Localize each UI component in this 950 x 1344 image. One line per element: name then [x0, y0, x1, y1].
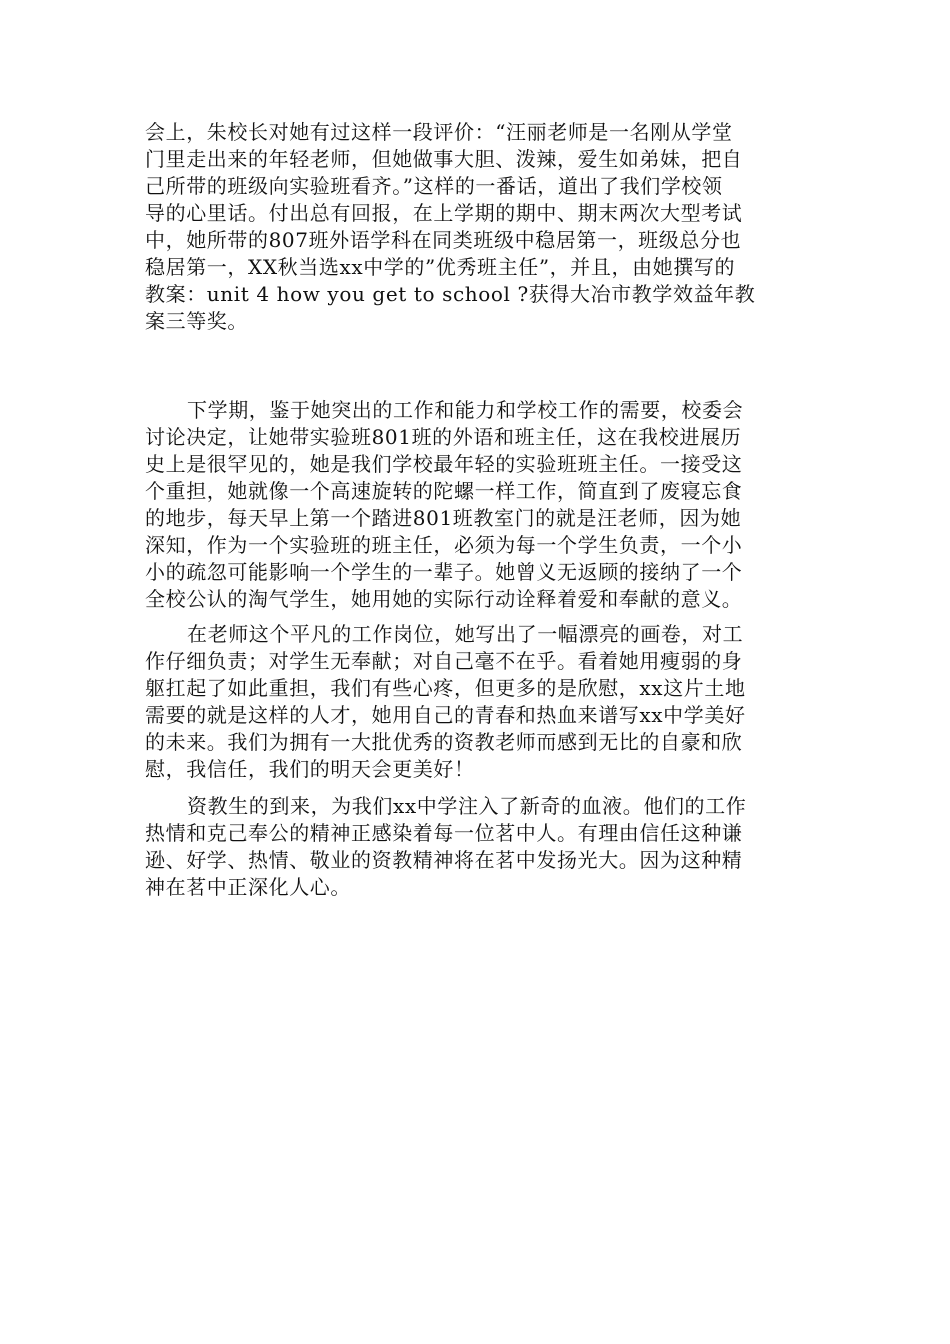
paragraph-principal-evaluation — [145, 119, 808, 335]
text-line: 下学期，鉴于她突出的工作和能力和学校工作的需要，校委会 — [187, 398, 744, 422]
text-line: 案三等奖。 — [145, 309, 248, 333]
text-line: 神在茗中正深化人心。 — [145, 875, 351, 899]
text-line: 稳居第一，XX秋当选xx中学的”优秀班主任”，并且，由她撰写的 — [145, 255, 736, 279]
paragraph-support-teachers — [145, 793, 808, 901]
paragraph-second-semester — [145, 397, 808, 613]
text-line: 躯扛起了如此重担，我们有些心疼，但更多的是欣慰，xx这片土地 — [145, 676, 746, 700]
text-line: 导的心里话。付出总有回报，在上学期的期中、期末两次大型考试 — [145, 201, 743, 225]
text-line: 会上，朱校长对她有过这样一段评价：“汪丽老师是一名刚从学堂 — [145, 120, 733, 144]
text-line: 的地步，每天早上第一个踏进801班教室门的就是汪老师，因为她 — [145, 506, 742, 530]
text-line: 慰，我信任，我们的明天会更美好！ — [145, 757, 475, 781]
text-line: 深知，作为一个实验班的班主任，必须为每一个学生负责，一个小 — [145, 533, 743, 557]
text-line: 讨论决定，让她带实验班801班的外语和班主任，这在我校进展历 — [145, 425, 742, 449]
text-line: 热情和克己奉公的精神正感染着每一位茗中人。有理由信任这种谦 — [145, 821, 743, 845]
text-line: 个重担，她就像一个高速旋转的陀螺一样工作，简直到了废寝忘食 — [145, 479, 743, 503]
text-line: 小的疏忽可能影响一个学生的一辈子。她曾义无返顾的接纳了一个 — [145, 560, 743, 584]
text-line: 门里走出来的年轻老师，但她做事大胆、泼辣，爱生如弟妹，把自 — [145, 147, 743, 171]
text-line: 中，她所带的807班外语学科在同类班级中稳居第一，班级总分也 — [145, 228, 742, 252]
text-line: 资教生的到来，为我们xx中学注入了新奇的血液。他们的工作 — [187, 794, 747, 818]
text-line: 史上是很罕见的，她是我们学校最年轻的实验班班主任。一接受这 — [145, 452, 743, 476]
text-line: 的未来。我们为拥有一大批优秀的资教老师而感到无比的自豪和欣 — [145, 730, 743, 754]
text-line: 在老师这个平凡的工作岗位，她写出了一幅漂亮的画卷，对工 — [187, 622, 744, 646]
text-line: 教案：unit 4 how you get to school ?获得大冶市教学效益年教 — [145, 282, 756, 306]
text-line: 全校公认的淘气学生，她用她的实际行动诠释着爱和奉献的意义。 — [145, 587, 743, 611]
text-line: 逊、好学、热情、敬业的资教精神将在茗中发扬光大。因为这种精 — [145, 848, 743, 872]
text-line: 己所带的班级向实验班看齐。”这样的一番话，道出了我们学校领 — [145, 174, 723, 198]
text-line: 需要的就是这样的人才，她用自己的青春和热血来谱写xx中学美好 — [145, 703, 746, 727]
text-line: 作仔细负责；对学生无奉献；对自己毫不在乎。看着她用瘦弱的身 — [145, 649, 743, 673]
paragraph-teacher-post — [145, 621, 808, 783]
